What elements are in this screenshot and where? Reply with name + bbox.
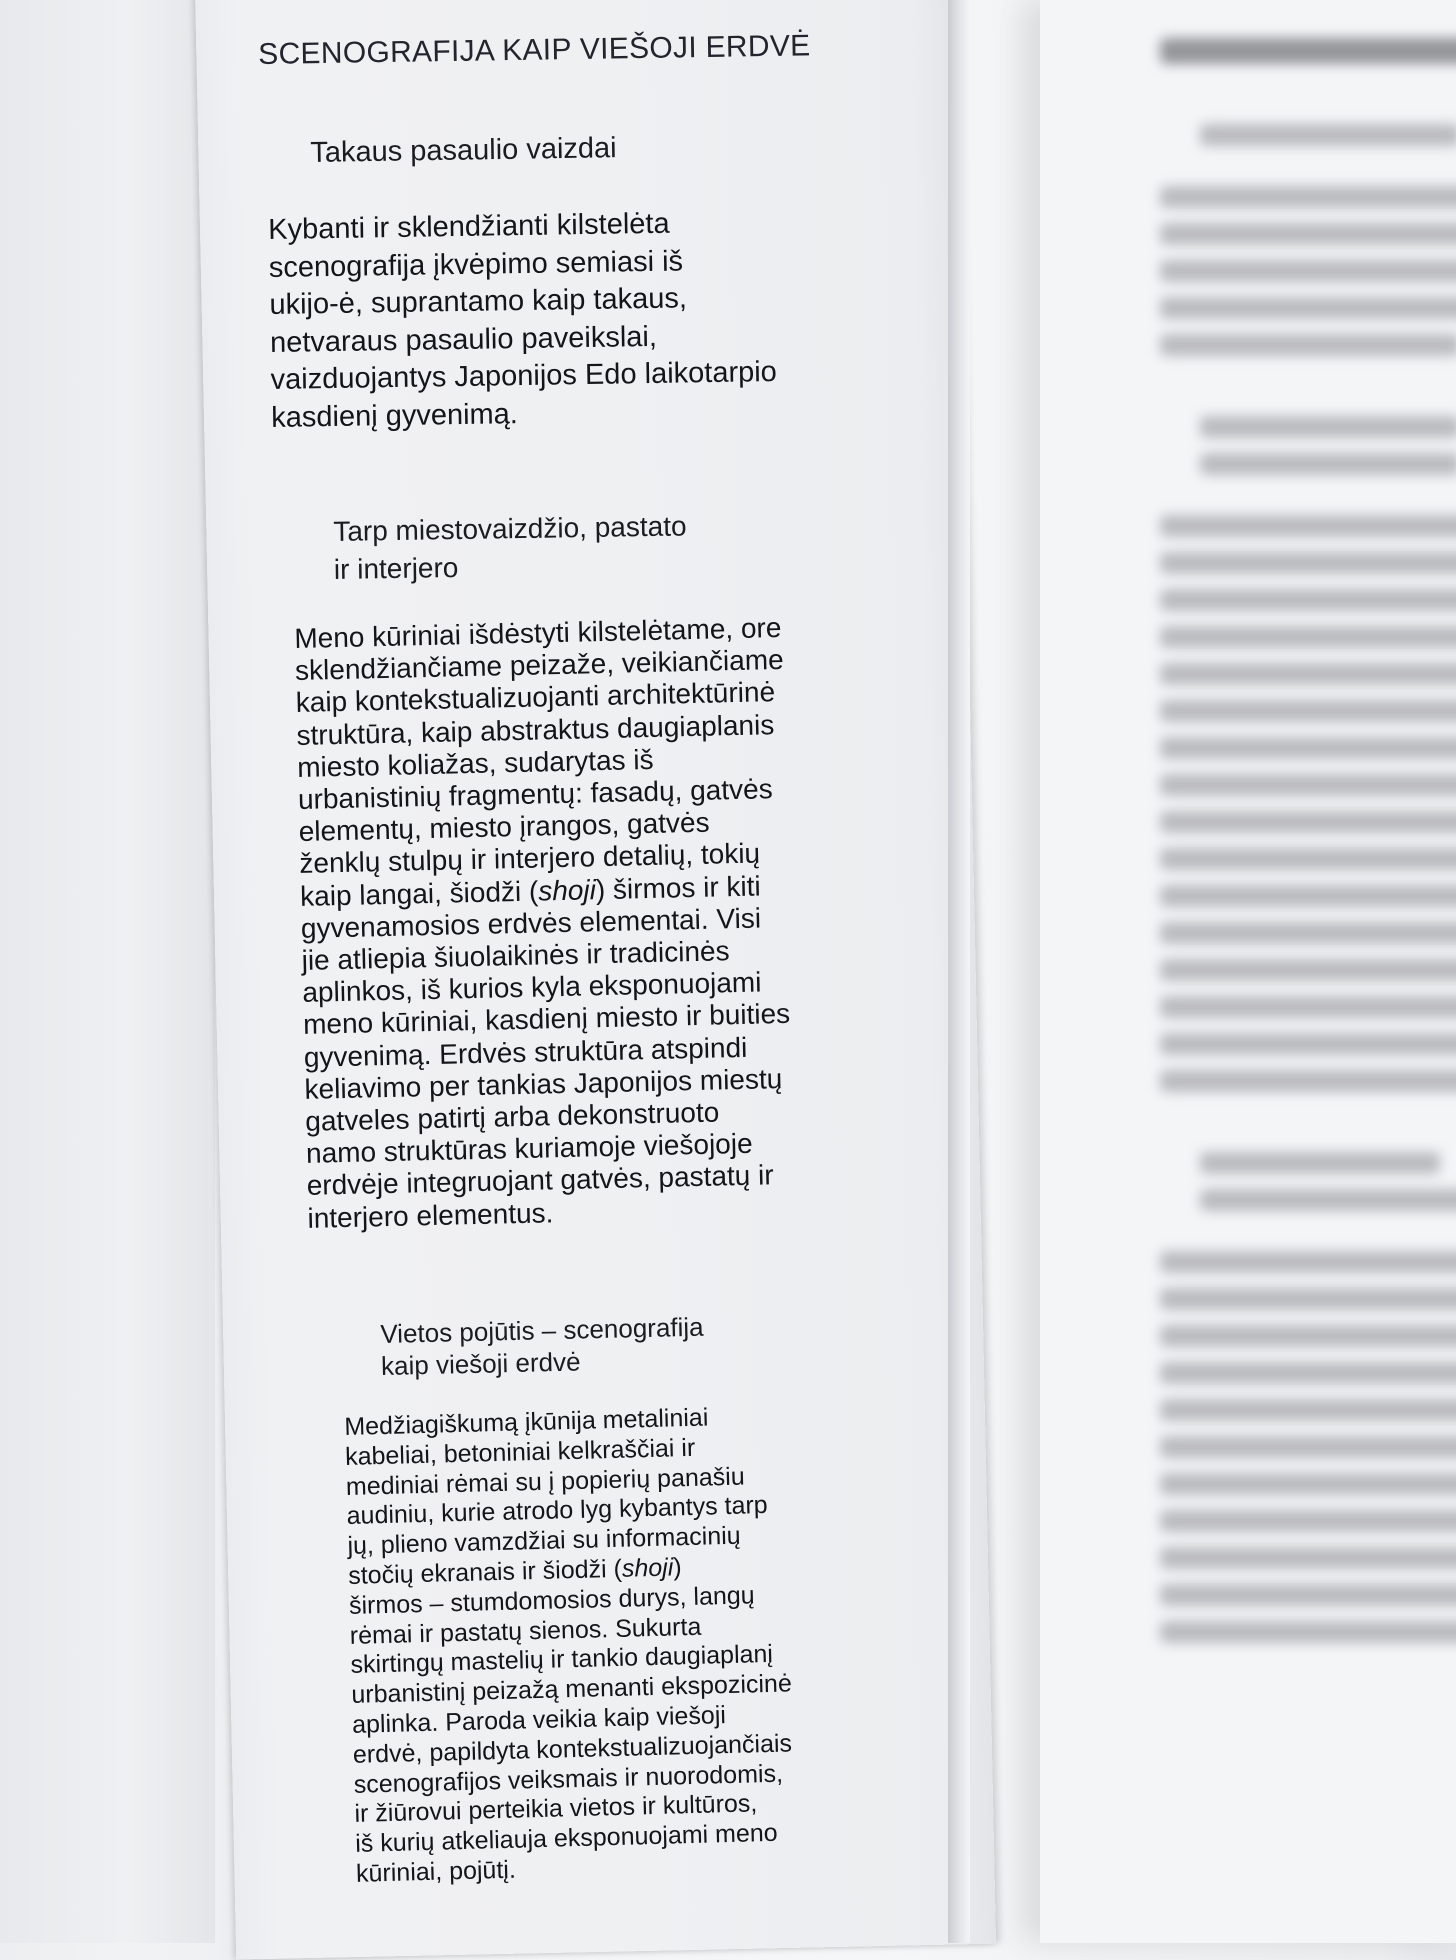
section2-subtitle: Tarp miestovaizdžio, pastato ir interjero <box>333 510 687 585</box>
section3-subtitle: Vietos pojūtis – scenografija kaip viešoji erdvė <box>380 1311 704 1381</box>
section3-body: Medžiagiškumą įkūnija metaliniai kabeliai, betoniniai kelkraščiai ir mediniai rėmai su į popierių panašiu audiniu, kurie atrodo lyg kybantys tarp jų, plieno vamzdžiai su informacinių stočių ekranais ir šiodži (shoji) širmos – stumdomosios durys, langų rėmai ir pastatų sienos. Sukurta skirtingų mastelių ir tankio daugiaplanį urbanistinį peizažą menanti ekspozicinė aplinka. Paroda veikia kaip viešoji erdvė, papildyta kontekstualizuojančiais scenografijos veiksmais ir nuorodomis, ir žiūrovui perteikia vietos ir kultūros, iš kurių atkeliauja eksponuojami meno kūriniai, pojūtį. <box>344 1403 793 1888</box>
section1-subtitle: Takaus pasaulio vaizdai <box>310 132 617 169</box>
panel-heading: SCENOGRAFIJA KAIP VIEŠOJI ERDVĖ <box>258 29 811 71</box>
section1-body: Kybanti ir sklendžianti kilstelėta scenografija įkvėpimo semiasi iš ukijo-ė, suprantamo kaip takaus, netvaraus pasaulio paveikslai, vaizduojantys Japonijos Edo laikotarpio kasdienį gyvenimą. <box>268 207 778 434</box>
wall-left <box>0 0 215 1943</box>
blurred-english-panel <box>1040 0 1456 1943</box>
section2-body: Meno kūriniai išdėstyti kilstelėtame, ore sklendžiančiame peizaže, veikiančiame kaip kontekstualizuojanti architektūrinė struktūra, kaip abstraktus daugiaplanis miesto koliažas, sudarytas iš urbanistinių fragmentų: fasadų, gatvės elementų, miesto įrangos, gatvės ženklų stulpų ir interjero detalių, tokių kaip langai, šiodži (shoji) širmos ir kiti gyvenamosios erdvės elementai. Visi jie atliepia šiuolaikinės ir tradicinės aplinkos, iš kurios kyla eksponuojami meno kūriniai, kasdienį miesto ir buities gyvenimą. Erdvės struktūra atspindi keliavimo per tankias Japonijos miestų gatveles patirtį arba dekonstruoto namo struktūras kuriamoje viešojoje erdvėje integruojant gatvės, pastatų ir interjero elementus. <box>294 611 791 1234</box>
panel-gap-shadow <box>948 0 970 1943</box>
blurred-text-block <box>1160 20 1456 1658</box>
